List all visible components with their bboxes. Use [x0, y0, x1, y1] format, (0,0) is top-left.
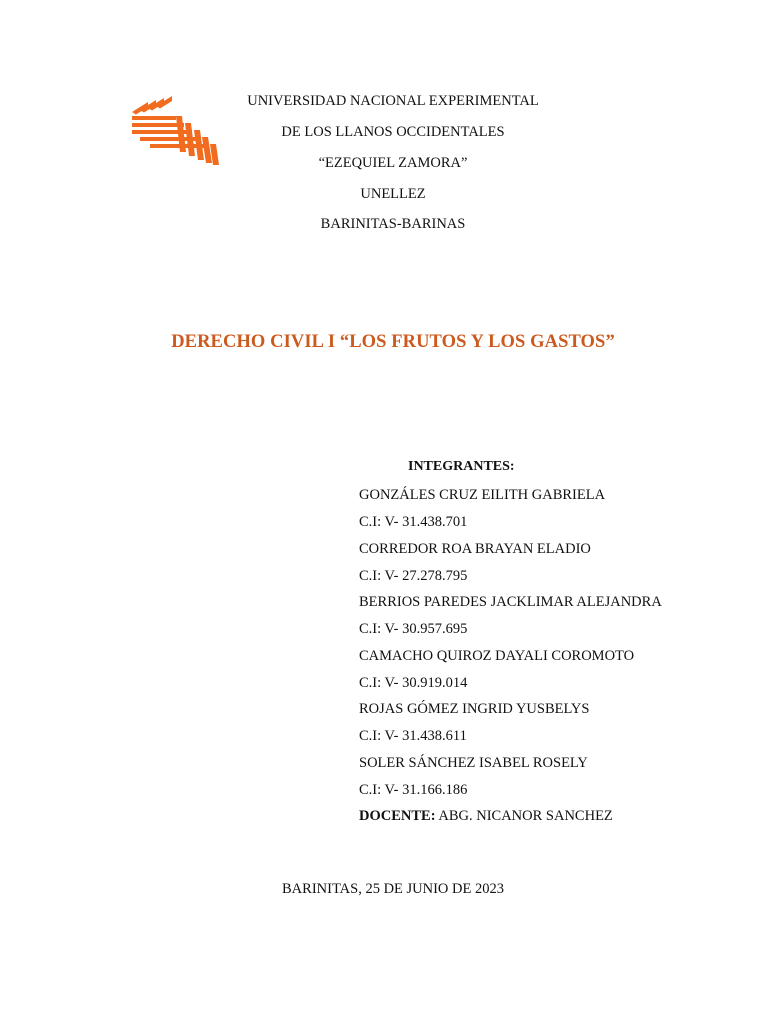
docente-name: ABG. NICANOR SANCHEZ	[435, 808, 613, 824]
member-ci: C.I: V- 31.438.611	[359, 728, 467, 744]
university-honoree: “EZEQUIEL ZAMORA”	[318, 155, 468, 171]
place-and-date: BARINITAS, 25 DE JUNIO DE 2023	[282, 881, 504, 897]
docente-line	[359, 808, 613, 824]
member-name: BERRIOS PAREDES JACKLIMAR ALEJANDRA	[359, 594, 662, 610]
integrantes-heading: INTEGRANTES:	[408, 459, 515, 474]
university-region: DE LOS LLANOS OCCIDENTALES	[281, 124, 505, 140]
university-acronym: UNELLEZ	[360, 186, 426, 202]
member-ci: C.I: V- 31.166.186	[359, 782, 468, 798]
member-ci: C.I: V- 30.957.695	[359, 621, 468, 637]
document-title: DERECHO CIVIL I “LOS FRUTOS Y LOS GASTOS”	[171, 332, 615, 352]
member-name: ROJAS GÓMEZ INGRID YUSBELYS	[359, 701, 590, 717]
member-ci: C.I: V- 27.278.795	[359, 568, 468, 584]
university-name: UNIVERSIDAD NACIONAL EXPERIMENTAL	[247, 93, 539, 109]
docente-label: DOCENTE:	[359, 808, 436, 824]
member-ci: C.I: V- 30.919.014	[359, 675, 468, 691]
member-ci: C.I: V- 31.438.701	[359, 514, 468, 530]
member-name: CORREDOR ROA BRAYAN ELADIO	[359, 541, 591, 557]
member-name: SOLER SÁNCHEZ ISABEL ROSELY	[359, 755, 588, 771]
member-name: CAMACHO QUIROZ DAYALI COROMOTO	[359, 648, 635, 664]
member-name: GONZÁLES CRUZ EILITH GABRIELA	[359, 487, 606, 503]
university-location: BARINITAS-BARINAS	[320, 216, 466, 232]
